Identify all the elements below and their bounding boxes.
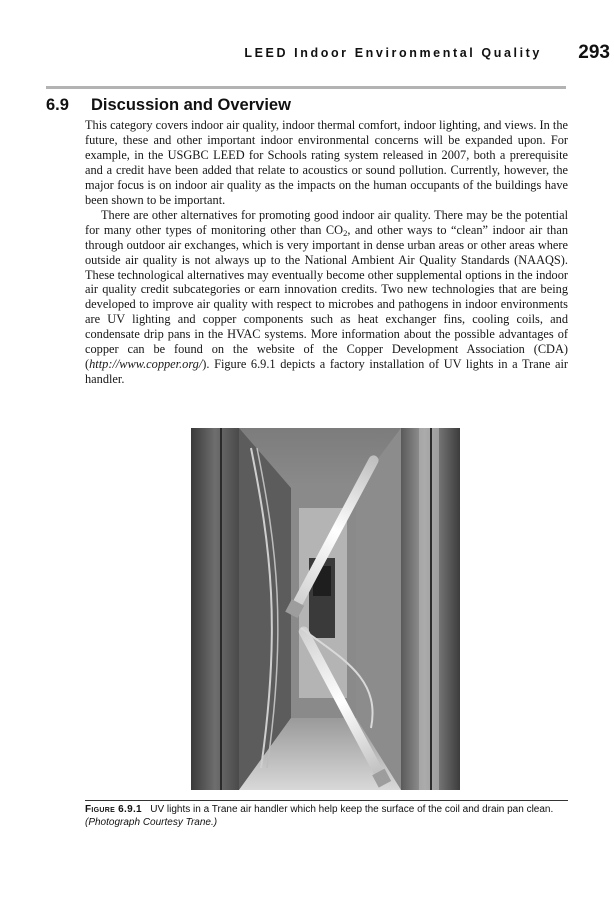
- figure-label: Figure 6.9.1: [85, 804, 142, 815]
- paragraph-2-text-b: , and other ways to “clean” indoor air than through outdoor air exchanges, which is very important in dense urban areas or other areas where outside air quality is not always up to the National Ambient Air Quality Standards (NAAQS). These technological alternatives may eventually become other supplemental options in the indoor air quality credit subcategories or earn innovation credits. Two new technologies that are being developed to improve air quality with respect to microbes and pathogens in indoor environments are UV lighting and copper components such as heat exchanger fins, cooling coils, and condensate drip pans in the HVAC systems. More information about the possible advantages of copper can be found on the website of the Copper Development Association (CDA) (: [85, 222, 568, 372]
- photo-credit: (Photograph Courtesy Trane.): [85, 817, 218, 828]
- header-rule: [46, 86, 566, 89]
- page-number: 293: [578, 42, 610, 63]
- body-text: [85, 118, 568, 387]
- section-title: Discussion and Overview: [91, 96, 291, 114]
- co2-subscript: 2: [343, 227, 348, 238]
- running-head: [0, 44, 614, 66]
- cda-website-link[interactable]: http://www.copper.org/: [89, 357, 203, 372]
- section-heading: [46, 96, 566, 115]
- section-number: 6.9: [46, 96, 69, 114]
- running-head-title: LEED Indoor Environmental Quality: [244, 46, 542, 60]
- figure-caption-text: UV lights in a Trane air handler which help keep the surface of the coil and drain pan clean.: [150, 804, 554, 815]
- paragraph-2-text-c: ). Figure 6.9.1 depicts a factory installation of UV lights in a Trane air handler.: [85, 357, 568, 387]
- figure-photo: [191, 428, 460, 790]
- figure-caption: [85, 803, 568, 829]
- paragraph-2-text-a: There are other alternatives for promoting good indoor air quality. There may be the potential for many other types of monitoring other than: [85, 207, 568, 237]
- co2-formula: CO: [325, 222, 344, 237]
- paragraph-2: [85, 208, 568, 387]
- paragraph-1: This category covers indoor air quality, indoor thermal comfort, indoor lighting, and views. In the future, these and other important indoor environmental concerns will be expanded upon. For example, in the USGBC LEED for Schools rating system released in 2007, both a prerequisite and a credit have been added that relate to acoustics or sound pollution. Currently, however, the major focus is on indoor air quality as the impacts on the human occupants of the buildings have been shown to be important.: [85, 118, 568, 207]
- caption-rule: [85, 800, 568, 801]
